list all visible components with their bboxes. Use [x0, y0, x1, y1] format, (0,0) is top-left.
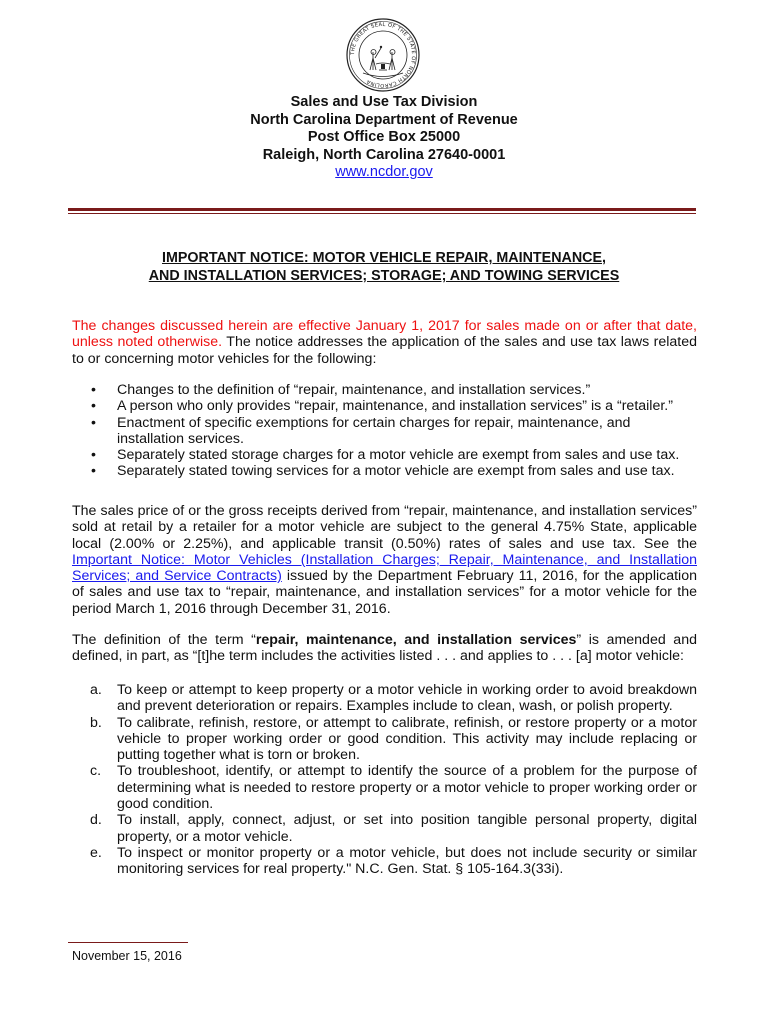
- post-office-box: Post Office Box 25000: [307, 129, 461, 145]
- bullet-icon: •: [91, 463, 96, 480]
- definition-intro: The definition of the term “: [72, 632, 256, 648]
- notice-title-line1: IMPORTANT NOTICE: MOTOR VEHICLE REPAIR, MAINTENANCE,: [162, 250, 606, 266]
- footer-date: November 15, 2016: [72, 949, 182, 963]
- list-marker: b.: [90, 714, 102, 731]
- rates-paragraph: [72, 503, 697, 617]
- seal-ring-text: THE GREAT SEAL OF THE STATE OF NORTH CAROLINA: [349, 21, 417, 89]
- rates-text: The sales price of or the gross receipts derived from “repair, maintenance, and installation services” sold at retail by a retailer for a motor vehicle are subject to the general 4.75% State, applicable local (2.00% or 2.25%), and applicable transit (0.50%) rates of sales and use tax. See the: [72, 503, 697, 552]
- effective-date-notice: The changes discussed herein are effective January 1, 2017 for sales made on or after that date, unless noted otherwise.: [72, 318, 697, 351]
- notice-title-line2: AND INSTALLATION SERVICES; STORAGE; AND TOWING SERVICES: [148, 268, 620, 284]
- list-item-text: A person who only provides “repair, maintenance, and installation services” is a “retailer.”: [117, 398, 673, 415]
- bullet-icon: •: [91, 414, 96, 431]
- bullet-icon: •: [91, 398, 96, 415]
- website-link[interactable]: www.ncdor.gov: [335, 164, 433, 180]
- intro-paragraph: [72, 318, 697, 367]
- header-divider-thick: [68, 208, 696, 211]
- definition-paragraph: [72, 632, 697, 665]
- list-item: [72, 682, 697, 715]
- bullet-icon: •: [91, 447, 96, 464]
- list-item-text: To troubleshoot, identify, or attempt to identify the source of a problem for the purpose of determining what is needed to restore property or a motor vehicle to proper working order or good condition.: [117, 763, 697, 813]
- list-item: [72, 398, 697, 414]
- list-item: [72, 812, 697, 845]
- rates-text-continued: issued by the Department February 11, 2016, for the application of sales and use tax to “repair, maintenance, and installation services” for a motor vehicle for the period March 1, 2016 through December 31, 2016.: [72, 568, 697, 617]
- list-marker: a.: [90, 682, 102, 698]
- list-item-text: To calibrate, refinish, restore, or attempt to calibrate, refinish, or restore property or a motor vehicle to proper working order or good condition. This activity may include replacing or putting together what is torn or broken.: [117, 714, 697, 764]
- agency-header: [0, 94, 768, 182]
- division-name: Sales and Use Tax Division: [290, 94, 478, 110]
- department-name: North Carolina Department of Revenue: [250, 111, 518, 128]
- list-item: [72, 447, 697, 463]
- header-divider-thin: [68, 213, 696, 214]
- list-marker: d.: [90, 812, 102, 829]
- list-item-text: To keep or attempt to keep property or a motor vehicle in working order to avoid breakdown and prevent deterioration or repairs. Examples include to clean, wash, or polish property.: [117, 682, 697, 715]
- list-item-text: To install, apply, connect, adjust, or set into position tangible personal property, digital property, or a motor vehicle.: [117, 812, 697, 845]
- city-state-zip: Raleigh, North Carolina 27640-0001: [262, 146, 506, 163]
- changes-list: [72, 382, 697, 480]
- list-item: [72, 415, 697, 448]
- notice-title: [0, 249, 768, 285]
- list-marker: e.: [90, 844, 102, 861]
- list-marker: c.: [90, 763, 102, 780]
- nc-state-seal-icon: [346, 18, 420, 92]
- intro-rest: The notice addresses the application of the sales and use tax laws related to or concerning motor vehicles for the following:: [72, 334, 697, 367]
- list-item-text: Separately stated storage charges for a motor vehicle are exempt from sales and use tax.: [117, 447, 680, 464]
- definition-list: [72, 682, 697, 878]
- list-item-text: Enactment of specific exemptions for certain charges for repair, maintenance, and installation services.: [117, 414, 631, 447]
- list-item: [72, 715, 697, 764]
- list-item: [72, 763, 697, 812]
- list-item: [72, 845, 697, 878]
- footer-divider: [68, 942, 188, 943]
- bullet-icon: •: [91, 382, 96, 398]
- list-item-text: Changes to the definition of “repair, maintenance, and installation services.”: [117, 382, 591, 398]
- defined-term: repair, maintenance, and installation services: [255, 632, 577, 648]
- important-notice-link[interactable]: Important Notice: Motor Vehicles (Installation Charges; Repair, Maintenance, and Installation Services; and Service Contracts): [72, 551, 697, 585]
- list-item-text: To inspect or monitor property or a motor vehicle, but does not include security or similar monitoring services for real property." N.C. Gen. Stat. § 105-164.3(33i).: [117, 844, 697, 878]
- list-item-text: Separately stated towing services for a motor vehicle are exempt from sales and use tax.: [117, 463, 675, 480]
- definition-intro-continued: ” is amended and defined, in part, as “[t]he term includes the activities listed . . . and applies to . . . [a] motor vehicle:: [72, 632, 697, 665]
- list-item: [72, 463, 697, 479]
- list-item: [72, 382, 697, 398]
